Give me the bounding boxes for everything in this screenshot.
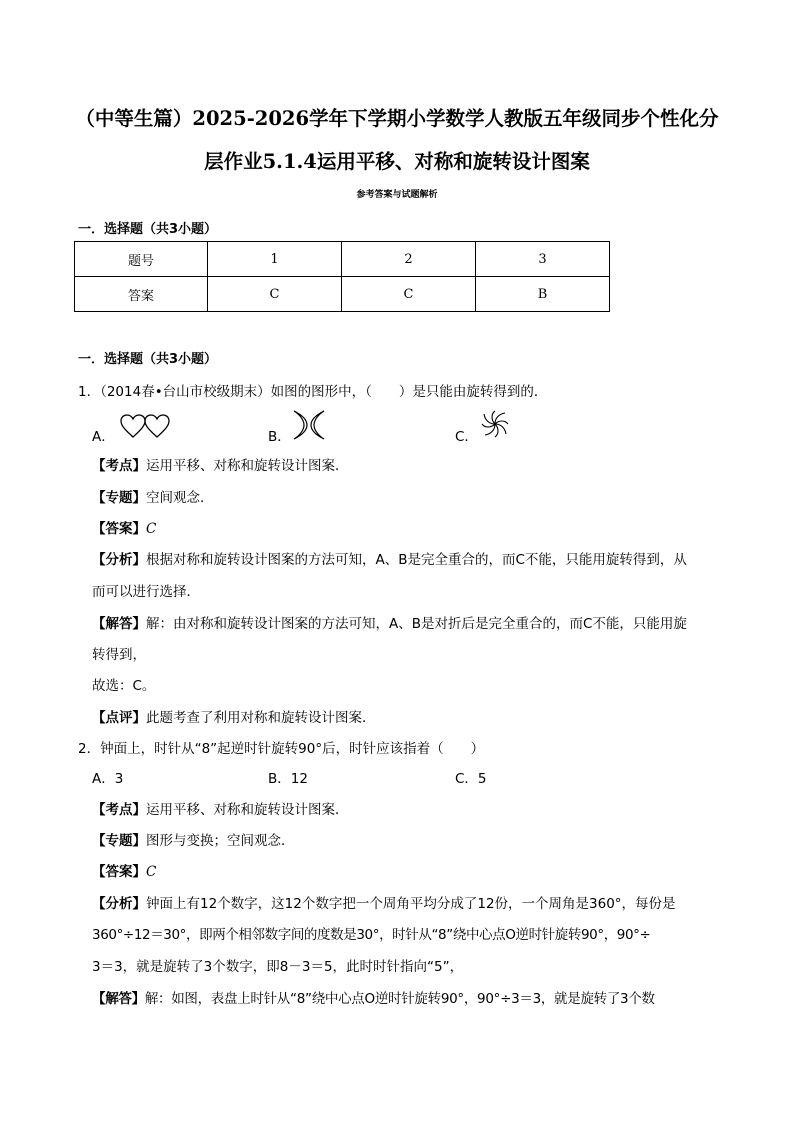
kaodian-text: 运用平移、对称和旋转设计图案． xyxy=(146,458,349,474)
solution-text: 解：由对称和旋转设计图案的方法可知，A、B是对折后是完全重合的，而C不能，只能用旋 xyxy=(146,616,687,632)
comment-text: 此题考查了利用对称和旋转设计图案． xyxy=(146,710,376,726)
answer-tag: 【答案】 xyxy=(92,521,146,537)
analysis-text: 钟面上有12个数字，这12个数字把一个周角平均分成了12份，一个周角是360°，每份是 xyxy=(146,896,676,912)
zhuanti-tag: 【专题】 xyxy=(92,490,146,506)
comment-tag: 【点评】 xyxy=(92,710,146,726)
analysis-tag: 【分析】 xyxy=(92,552,146,568)
question-2-analysis-line-2: 360°÷12＝30°，即两个相邻数字间的度数是30°，时针从“8”绕中心点O逆时针旋转90°，90°÷ xyxy=(92,927,651,943)
question-1-kaodian xyxy=(92,454,349,474)
question-1-stem: 1．（2014春•台山市校级期末）如图的图形中，（ ）是只能由旋转得到的． xyxy=(78,384,548,400)
question-1-solution-line-2: 转得到， xyxy=(92,647,146,663)
question-1-answer xyxy=(92,517,156,537)
question-1-option-a: A． xyxy=(92,429,115,445)
table-row xyxy=(75,242,610,277)
answer-text: C xyxy=(146,864,157,880)
table-cell: 1 xyxy=(208,242,342,277)
question-1-solution-line-3: 故选：C。 xyxy=(92,678,156,694)
question-2-solution-line-1 xyxy=(92,987,655,1007)
analysis-text: 根据对称和旋转设计图案的方法可知，A、B是完全重合的，而C不能，只能用旋转得到，从 xyxy=(146,552,687,568)
table-cell: B xyxy=(476,277,610,312)
table-cell: C xyxy=(342,277,476,312)
question-1-solution-line-1 xyxy=(92,612,687,632)
question-2-answer xyxy=(92,860,156,880)
question-1-comment xyxy=(92,706,376,726)
question-2-option-b: B．12 xyxy=(268,771,308,787)
question-1-option-b: B． xyxy=(268,429,291,445)
question-2-analysis-line-1 xyxy=(92,892,676,912)
answer-subtitle: 参考答案与试题解析 xyxy=(356,190,438,200)
question-2-stem: 2．钟面上，时针从“8”起逆时针旋转90°后，时针应该指着（ ） xyxy=(78,741,485,757)
document-title-line-2: 层作业5.1.4运用平移、对称和旋转设计图案 xyxy=(204,150,590,173)
table-row xyxy=(75,277,610,312)
zhuanti-text: 图形与变换；空间观念． xyxy=(146,833,295,849)
spiral-swirl-icon xyxy=(480,409,510,439)
section-heading-answers: 一．选择题（共3小题） xyxy=(78,222,218,237)
table-cell: 2 xyxy=(342,242,476,277)
table-header-cell: 题号 xyxy=(75,242,208,277)
table-cell: 3 xyxy=(476,242,610,277)
answer-table xyxy=(74,241,610,312)
table-cell: C xyxy=(208,277,342,312)
kaodian-tag: 【考点】 xyxy=(92,458,146,474)
question-2-option-a: A．3 xyxy=(92,771,124,787)
question-1-zhuanti xyxy=(92,486,214,506)
question-2-analysis-line-3: 3＝3，就是旋转了3个数字，即8－3＝5，此时时针指向“5”， xyxy=(92,959,464,975)
table-header-cell: 答案 xyxy=(75,277,208,312)
kaodian-text: 运用平移、对称和旋转设计图案． xyxy=(146,802,349,818)
question-1-option-c: C． xyxy=(455,429,478,445)
solution-tag: 【解答】 xyxy=(92,616,146,632)
question-2-zhuanti xyxy=(92,829,295,849)
answer-text: C xyxy=(146,521,157,537)
question-2-kaodian xyxy=(92,798,349,818)
zhuanti-text: 空间观念． xyxy=(146,490,214,506)
kaodian-tag: 【考点】 xyxy=(92,802,146,818)
section-heading-questions: 一．选择题（共3小题） xyxy=(78,352,218,367)
question-1-analysis-line-2: 而可以进行选择． xyxy=(92,584,200,600)
question-1-analysis-line-1 xyxy=(92,548,687,568)
back-to-back-moons-icon xyxy=(292,410,326,440)
solution-text: 解：如图，表盘上时针从“8”绕中心点O逆时针旋转90°，90°÷3＝3，就是旋转了3个数 xyxy=(144,991,655,1007)
answer-tag: 【答案】 xyxy=(92,864,146,880)
zhuanti-tag: 【专题】 xyxy=(92,833,146,849)
double-heart-icon xyxy=(120,414,172,440)
document-title-line-1: （中等生篇）2025-2026学年下学期小学数学人教版五年级同步个性化分 xyxy=(75,107,719,130)
analysis-tag: 【分析】 xyxy=(92,896,146,912)
question-2-option-c: C．5 xyxy=(455,771,487,787)
solution-tag: 【解答】 xyxy=(92,991,145,1007)
